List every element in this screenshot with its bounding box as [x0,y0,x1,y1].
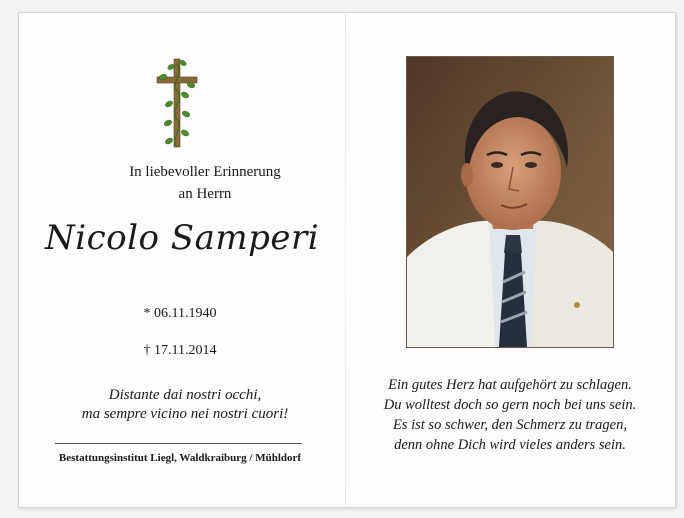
portrait-photo [406,56,614,348]
verse-line-3: Es ist so schwer, den Schmerz zu tragen, [392,417,627,433]
card-fold-line [345,12,346,506]
verse-line-4: denn ohne Dich wird vieles anders sein. [394,437,626,453]
italian-quote-line-2: ma sempre vicino nei nostri cuori! [81,406,289,422]
death-date: † 17.11.2014 [143,343,217,358]
verse-line-1: Ein gutes Herz hat aufgehört zu schlagen. [388,377,632,393]
intro-line-2: an Herrn [178,186,232,202]
funeral-home-footer: Bestattungsinstitut Liegl, Waldkraiburg / Mühldorf [58,452,302,464]
deceased-name: Nicolo Samperi [45,218,320,258]
footer-divider [55,443,302,444]
intro-line-1: In liebevoller Erinnerung [129,164,281,180]
birth-date: * 06.11.1940 [143,306,217,321]
cross-with-ivy-icon [155,57,199,151]
italian-quote-line-1: Distante dai nostri occhi, [108,387,262,403]
verse-line-2: Du wolltest doch so gern noch bei uns sein. [383,397,637,413]
